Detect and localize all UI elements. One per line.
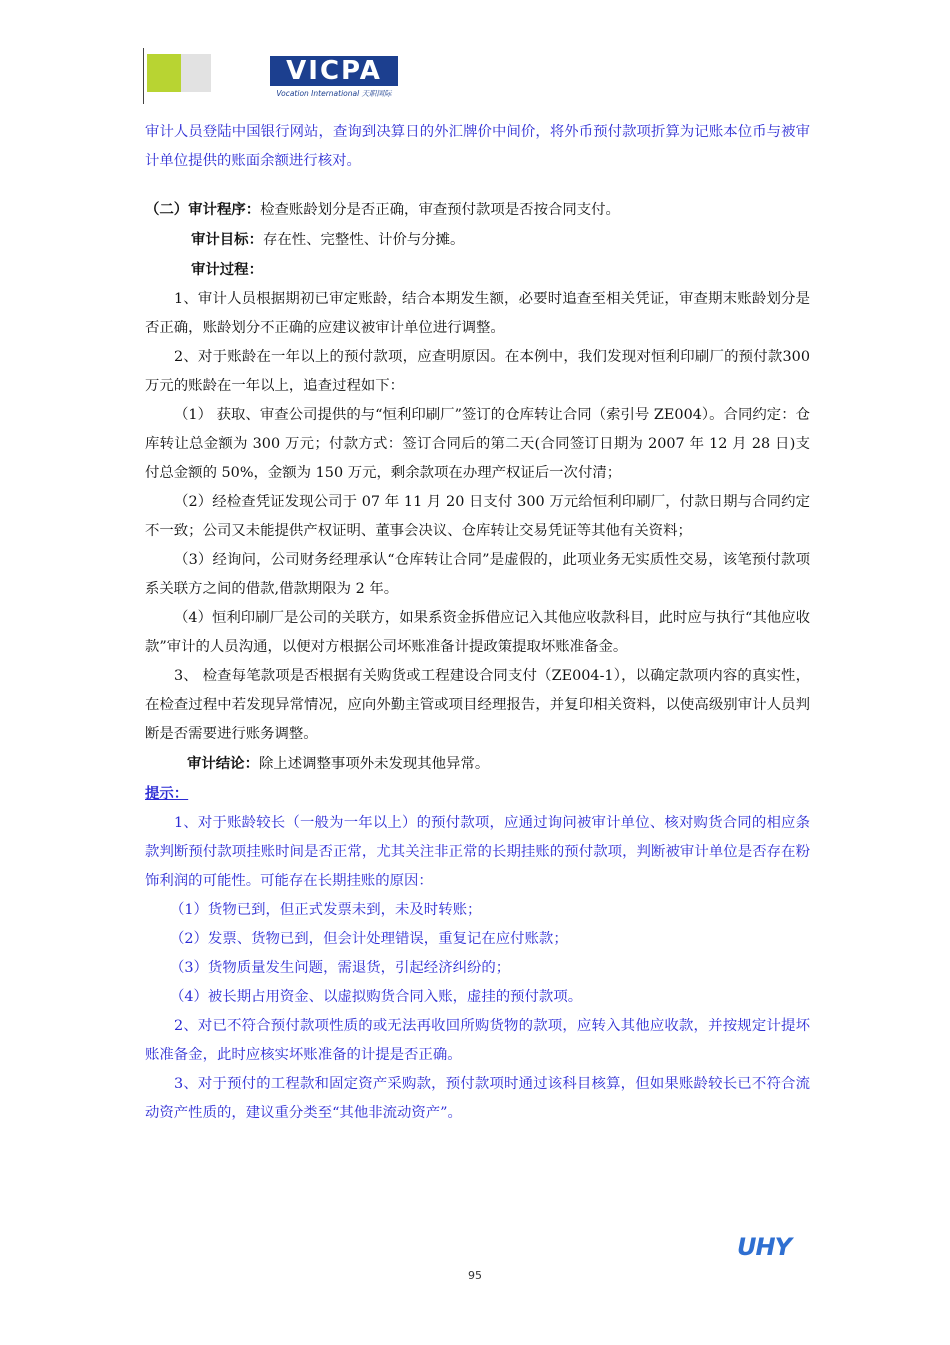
- page-number: 95: [468, 1269, 482, 1282]
- audit-goal-label: 审计目标：: [191, 231, 263, 248]
- document-body: [145, 118, 810, 1128]
- header-green-block: [147, 54, 181, 92]
- process-step-1: 1、审计人员根据期初已审定账龄，结合本期发生额，必要时追查至相关凭证，审查期末账龄划分是否正确，账龄划分不正确的应建议被审计单位进行调整。: [145, 291, 810, 336]
- header-gray-block: [181, 54, 211, 92]
- section-2-heading: [145, 195, 810, 225]
- uhy-logo: UHY: [737, 1233, 791, 1261]
- vicpa-logo: [270, 56, 398, 98]
- audit-process-label: 审计过程：: [191, 261, 263, 278]
- tip-1-3: （3）货物质量发生问题，需退货，引起经济纠纷的；: [170, 960, 511, 976]
- process-step-3: 3、 检查每笔款项是否根据有关购货或工程建设合同支付（ZE004-1），以确定款项内容的真实性，在检查过程中若发现异常情况，应向外勤主管或项目经理报告，并复印相关资料，以使高级别审计人员判断是否需要进行账务调整。: [145, 668, 810, 742]
- audit-conclusion-label: 审计结论：: [187, 755, 259, 772]
- process-step-2: 2、对于账龄在一年以上的预付款项，应查明原因。在本例中，我们发现对恒利印刷厂的预付款300万元的账龄在一年以上，追查过程如下：: [145, 349, 810, 394]
- audit-goal-text: 存在性、完整性、计价与分摊。: [262, 232, 465, 248]
- process-step-2-1: （1） 获取、审查公司提供的与“恒利印刷厂”签订的仓库转让合同（索引号 ZE004）。合同约定：仓库转让总金额为 300 万元；付款方式：签订合同后的第二天(合同签订日期为 2007 年 12 月 28 日)支付总金额的 50%，金额为 150 万元，剩余款项在办理产权证后一次付清；: [145, 407, 810, 481]
- process-step-2-2: （2）经检查凭证发现公司于 07 年 11 月 20 日支付 300 万元给恒利印刷厂，付款日期与合同约定不一致；公司又未能提供产权证明、董事会决议、仓库转让交易凭证等其他有关资料；: [145, 494, 810, 539]
- section-2-text: 检查账龄划分是否正确，审查预付款项是否按合同支付。: [260, 202, 620, 218]
- tip-1: 1、对于账龄较长（一般为一年以上）的预付款项，应通过询问被审计单位、核对购货合同的相应条款判断预付款项挂账时间是否正常，尤其关注非正常的长期挂账的预付款项，判断被审计单位是否存在粉饰利润的可能性。可能存在长期挂账的原因：: [145, 815, 810, 889]
- audit-goal: [145, 225, 810, 255]
- logo-subtitle: Vocation International 天职国际: [276, 89, 392, 98]
- tip-3: 3、对于预付的工程款和固定资产采购款，预付款项时通过该科目核算，但如果账龄较长已不符合流动资产性质的，建议重分类至“其他非流动资产”。: [145, 1076, 810, 1121]
- intro-paragraph: 审计人员登陆中国银行网站，查询到决算日的外汇牌价中间价，将外币预付款项折算为记账本位币与被审计单位提供的账面余额进行核对。: [145, 124, 810, 169]
- tip-1-1: （1）货物已到，但正式发票未到，未及时转账；: [170, 902, 482, 918]
- tip-2: 2、对已不符合预付款项性质的或无法再收回所购货物的款项，应转入其他应收款，并按规定计提坏账准备金，此时应核实坏账准备的计提是否正确。: [145, 1018, 810, 1063]
- audit-conclusion-text: 除上述调整事项外未发现其他异常。: [258, 756, 490, 772]
- tips-heading-label: 提示：: [145, 785, 189, 802]
- logo-text: VICPA: [270, 56, 398, 86]
- tips-heading: [145, 779, 810, 809]
- process-step-2-4: （4）恒利印刷厂是公司的关联方，如果系资金拆借应记入其他应收款科目，此时应与执行“其他应收款”审计的人员沟通，以便对方根据公司坏账准备计提政策提取坏账准备金。: [145, 610, 810, 655]
- tip-1-4: （4）被长期占用资金、以虚拟购货合同入账，虚挂的预付款项。: [170, 989, 583, 1005]
- header-rule: [143, 48, 144, 104]
- tip-1-2: （2）发票、货物已到，但会计处理错误，重复记在应付账款；: [170, 931, 568, 947]
- audit-conclusion: [145, 749, 810, 779]
- process-step-2-3: （3）经询问，公司财务经理承认“仓库转让合同”是虚假的，此项业务无实质性交易，该笔预付款项系关联方之间的借款,借款期限为 2 年。: [145, 552, 810, 597]
- section-2-label: （二）审计程序：: [145, 201, 261, 218]
- audit-process-heading: [145, 255, 810, 285]
